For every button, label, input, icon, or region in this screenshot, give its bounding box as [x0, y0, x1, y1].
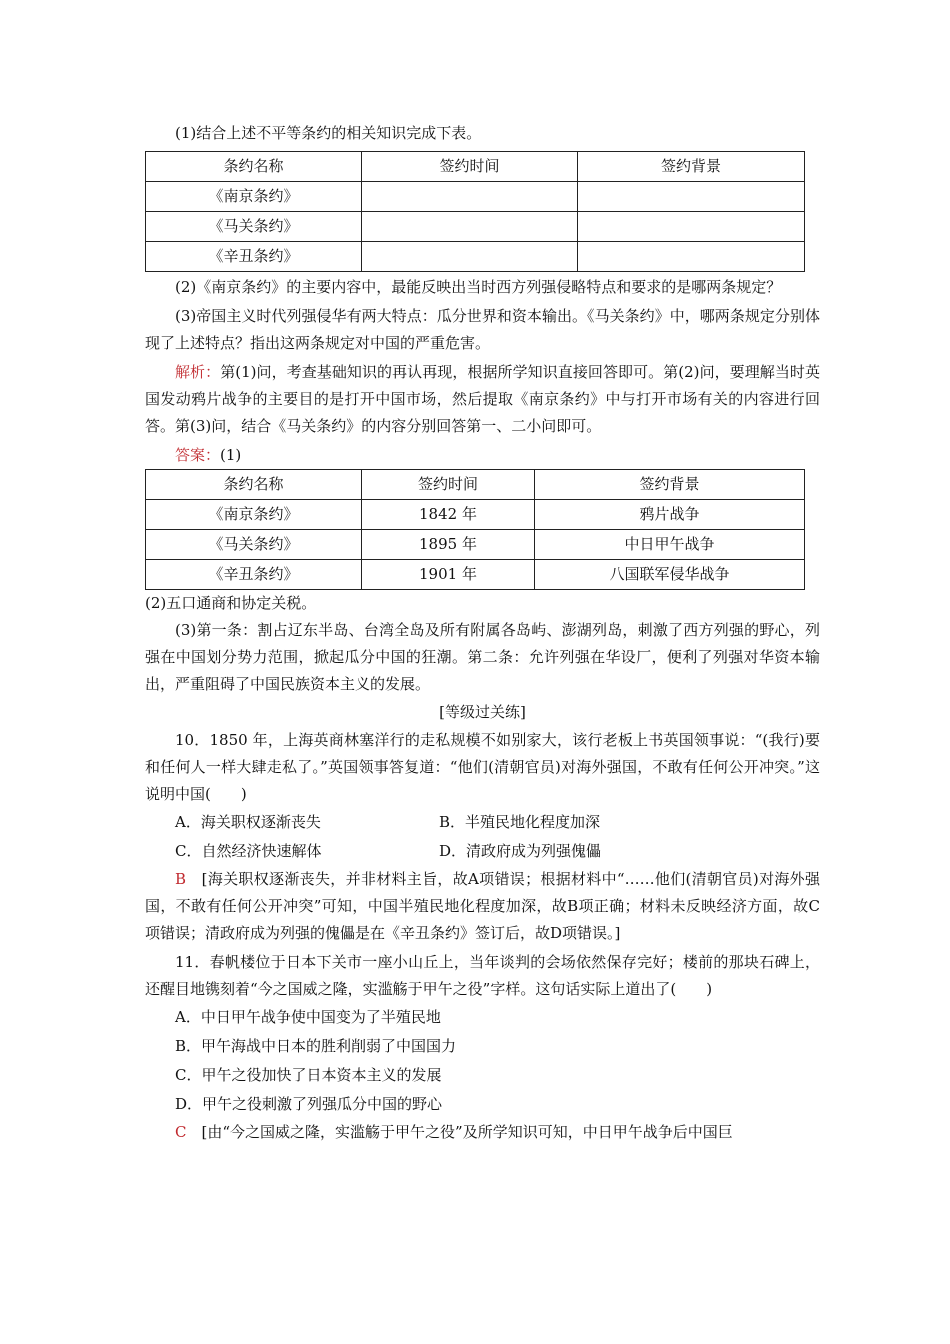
table-cell: 《马关条约》: [146, 212, 362, 242]
analysis-label: 解析：: [175, 363, 221, 381]
answer-letter: C: [175, 1123, 187, 1141]
explanation-text: [海关职权逐渐丧失，并非材料主旨，故A项错误；根据材料中“……他们(清朝官员)对海外强国，不敢有任何公开冲突”可知，中国半殖民地化程度加深，故B项正确；材料未反映经济方面，故C项错误；清政府成为列强的傀儡是在《辛丑条约》签订后，故D项错误。]: [145, 870, 820, 942]
q9-sub2: (2)《南京条约》的主要内容中，最能反映出当时西方列强侵略特点和要求的是哪两条规定？: [175, 278, 782, 296]
table-header: 签约时间: [362, 470, 535, 500]
table-cell: 中日甲午战争: [535, 530, 805, 560]
table-cell: [362, 182, 578, 212]
table-cell: 《南京条约》: [146, 182, 362, 212]
table-cell: 八国联军侵华战争: [535, 560, 805, 590]
analysis-text: 第(1)问，考查基础知识的再认再现，根据所学知识直接回答即可。第(2)问，要理解当时英国发动鸦片战争的主要目的是打开中国市场，然后提取《南京条约》中与打开市场有关的内容进行回答。第(3)问，结合《马关条约》的内容分别回答第一、二小问即可。: [145, 363, 820, 435]
answer-label: 答案：: [175, 446, 221, 464]
q10-options-row: [145, 837, 820, 866]
table-header: 签约背景: [578, 152, 805, 182]
table-cell: 《辛丑条约》: [146, 560, 362, 590]
q11-stem: 11．春帆楼位于日本下关市一座小山丘上，当年谈判的会场依然保存完好；楼前的那块石碑上，还醒目地镌刻着“今之国威之隆，实滥觞于甲午之役”字样。这句话实际上道出了( ): [145, 953, 820, 998]
explanation-text: [由“今之国威之隆，实滥觞于甲午之役”及所学知识可知，中日甲午战争后中国巨: [201, 1123, 733, 1141]
table-cell: [578, 212, 805, 242]
option-c: C．自然经济快速解体: [175, 842, 322, 860]
q9-sub3: (3)帝国主义时代列强侵华有两大特点：瓜分世界和资本输出。《马关条约》中，哪两条规定分别体现了上述特点？指出这两条规定对中国的严重危害。: [145, 307, 820, 352]
q10-explanation: [145, 866, 820, 947]
q9-analysis: [145, 359, 820, 440]
table-row: [146, 500, 805, 530]
table-cell: [362, 212, 578, 242]
q9-sub1: (1)结合上述不平等条约的相关知识完成下表。: [175, 124, 482, 142]
option-d: D．清政府成为列强傀儡: [439, 842, 602, 860]
table-row: [146, 530, 805, 560]
table-cell: 《南京条约》: [146, 500, 362, 530]
table-header-row: [146, 152, 805, 182]
table-cell: 《马关条约》: [146, 530, 362, 560]
table-cell: 1842 年: [362, 500, 535, 530]
answer-sub1: (1): [220, 446, 242, 464]
table-cell: [578, 182, 805, 212]
table-row: [146, 560, 805, 590]
q10-stem: 10．1850 年，上海英商林塞洋行的走私规模不如别家大，该行老板上书英国领事说：“(我行)要和任何人一样大肆走私了。”英国领事答复道：“他们(清朝官员)对海外强国，不敢有任何公开冲突。”这说明中国( ): [145, 731, 820, 803]
table-header: 签约时间: [362, 152, 578, 182]
section-title: [等级过关练]: [439, 703, 526, 721]
q10-options-row: [145, 808, 820, 837]
q9-answer-heading: [145, 442, 820, 469]
blank-treaty-table: [145, 151, 805, 272]
option-c: C．甲午之役加快了日本资本主义的发展: [175, 1066, 442, 1084]
document-page: [145, 120, 820, 1146]
table-cell: 1901 年: [362, 560, 535, 590]
answer-sub2: (2)五口通商和协定关税。: [145, 594, 317, 612]
table-row: [146, 212, 805, 242]
table-row: [146, 242, 805, 272]
answer-letter: B: [175, 870, 187, 888]
option-b: B．半殖民地化程度加深: [439, 813, 601, 831]
table-row: [146, 182, 805, 212]
table-cell: 1895 年: [362, 530, 535, 560]
table-header-row: [146, 470, 805, 500]
option-a: A．海关职权逐渐丧失: [175, 813, 321, 831]
answer-treaty-table: [145, 469, 805, 590]
table-cell: 《辛丑条约》: [146, 242, 362, 272]
table-cell: 鸦片战争: [535, 500, 805, 530]
table-cell: [362, 242, 578, 272]
option-b: B．甲午海战中日本的胜利削弱了中国国力: [175, 1037, 457, 1055]
table-header: 条约名称: [146, 152, 362, 182]
table-cell: [578, 242, 805, 272]
table-header: 签约背景: [535, 470, 805, 500]
table-header: 条约名称: [146, 470, 362, 500]
q11-explanation: [145, 1119, 820, 1146]
option-d: D．甲午之役刺激了列强瓜分中国的野心: [175, 1095, 443, 1113]
answer-sub3: (3)第一条：割占辽东半岛、台湾全岛及所有附属各岛屿、澎湖列岛，刺激了西方列强的野心，列强在中国划分势力范围，掀起瓜分中国的狂潮。第二条：允许列强在华设厂，便利了列强对华资本输出，严重阻碍了中国民族资本主义的发展。: [145, 621, 820, 693]
option-a: A．中日甲午战争使中国变为了半殖民地: [175, 1008, 441, 1026]
